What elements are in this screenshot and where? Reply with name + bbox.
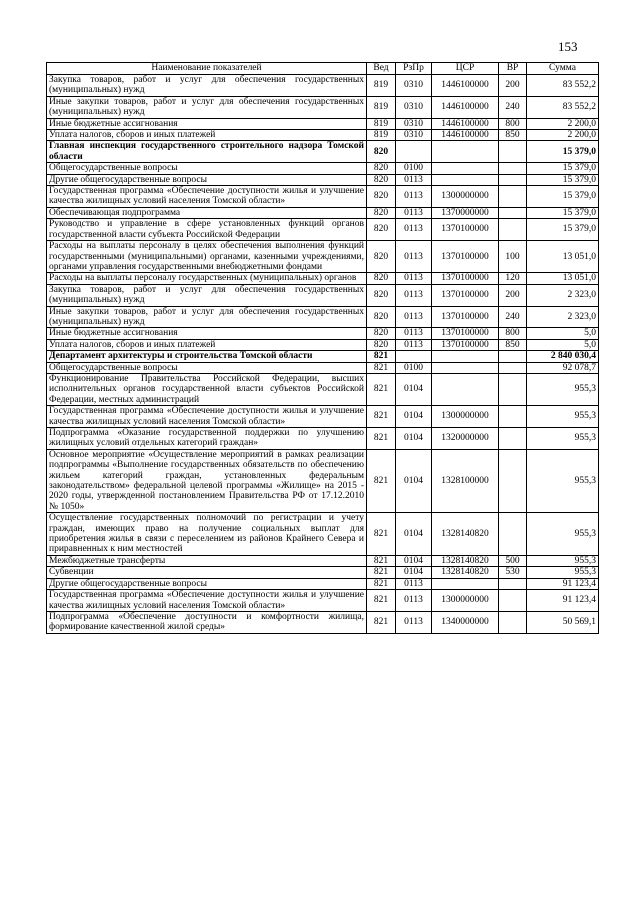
cell-ved: 820	[367, 241, 396, 273]
cell-sum: 15 379,0	[527, 219, 599, 241]
cell-name: Государственная программа «Обеспечение доступности жилья и улучшение качества жилищных условий населения Томской области»	[47, 406, 367, 428]
cell-csr: 1370100000	[432, 219, 499, 241]
cell-name: Общегосударственные вопросы	[47, 163, 367, 174]
cell-ved: 819	[367, 75, 396, 97]
cell-csr: 1328140820	[432, 513, 499, 556]
cell-vr	[499, 611, 527, 633]
cell-name: Расходы на выплаты персоналу в целях обеспечения выполнения функций государственными (муниципальными) органами, казенными учреждениями, органами управления государственными внебюджетными фондами	[47, 241, 367, 273]
header-rzpr: РзПр	[396, 63, 432, 75]
cell-rzpr: 0104	[396, 428, 432, 450]
cell-rzpr: 0310	[396, 118, 432, 129]
cell-name: Расходы на выплаты персоналу государственных (муниципальных) органов	[47, 273, 367, 284]
cell-csr	[432, 351, 499, 362]
cell-name: Уплата налогов, сборов и иных платежей	[47, 130, 367, 141]
table-row	[47, 174, 599, 185]
cell-ved: 821	[367, 362, 396, 373]
table-row	[47, 351, 599, 362]
cell-rzpr: 0113	[396, 578, 432, 589]
cell-ved: 821	[367, 373, 396, 405]
cell-csr: 1340000000	[432, 611, 499, 633]
cell-ved: 821	[367, 351, 396, 362]
cell-vr	[499, 186, 527, 208]
cell-rzpr: 0104	[396, 567, 432, 578]
cell-ved: 821	[367, 611, 396, 633]
cell-sum: 955,3	[527, 406, 599, 428]
cell-sum: 955,3	[527, 373, 599, 405]
cell-sum: 15 379,0	[527, 163, 599, 174]
cell-vr	[499, 174, 527, 185]
cell-sum: 5,0	[527, 339, 599, 350]
cell-csr: 1446100000	[432, 130, 499, 141]
cell-sum: 2 840 030,4	[527, 351, 599, 362]
cell-rzpr: 0100	[396, 362, 432, 373]
cell-rzpr: 0113	[396, 219, 432, 241]
table-header	[47, 63, 599, 75]
cell-vr: 850	[499, 130, 527, 141]
cell-ved: 820	[367, 328, 396, 339]
cell-name: Иные бюджетные ассигнования	[47, 118, 367, 129]
cell-csr: 1370100000	[432, 306, 499, 328]
table-body	[47, 75, 599, 634]
cell-ved: 821	[367, 578, 396, 589]
cell-csr: 1300000000	[432, 406, 499, 428]
cell-name: Обеспечивающая подпрограмма	[47, 207, 367, 218]
table-row	[47, 118, 599, 129]
cell-vr: 850	[499, 339, 527, 350]
cell-sum: 15 379,0	[527, 174, 599, 185]
cell-csr	[432, 163, 499, 174]
table-row	[47, 578, 599, 589]
table-row	[47, 241, 599, 273]
cell-rzpr: 0104	[396, 449, 432, 512]
cell-name: Государственная программа «Обеспечение доступности жилья и улучшение качества жилищных условий населения Томской области»	[47, 186, 367, 208]
table-row	[47, 406, 599, 428]
cell-rzpr	[396, 351, 432, 362]
cell-csr	[432, 373, 499, 405]
cell-name: Подпрограмма «Обеспечение доступности и комфортности жилища, формирование качественной жилой среды»	[47, 611, 367, 633]
cell-ved: 821	[367, 513, 396, 556]
cell-name: Иные закупки товаров, работ и услуг для обеспечения государственных (муниципальных) нужд	[47, 96, 367, 118]
cell-rzpr: 0310	[396, 75, 432, 97]
cell-sum: 13 051,0	[527, 241, 599, 273]
cell-csr: 1328140820	[432, 555, 499, 566]
cell-csr: 1446100000	[432, 75, 499, 97]
budget-table	[46, 62, 599, 634]
cell-rzpr: 0113	[396, 611, 432, 633]
header-sum: Сумма	[527, 63, 599, 75]
cell-vr: 100	[499, 241, 527, 273]
cell-csr: 1300000000	[432, 590, 499, 612]
cell-csr: 1370100000	[432, 328, 499, 339]
cell-sum: 13 051,0	[527, 273, 599, 284]
cell-csr: 1328100000	[432, 449, 499, 512]
cell-sum: 92 078,7	[527, 362, 599, 373]
cell-name: Основное мероприятие «Осуществление мероприятий в рамках реализации подпрограммы «Выполнение государственных обязательств по обеспечению жильем категорий граждан, установленных федеральным законодательством» федеральной целевой программы «Жилище» на 2015 - 2020 годы, утвержденной постановлением Правительства РФ от 17.12.2010 № 1050»	[47, 449, 367, 512]
cell-rzpr: 0104	[396, 373, 432, 405]
cell-csr	[432, 578, 499, 589]
table-row	[47, 339, 599, 350]
cell-ved: 820	[367, 306, 396, 328]
cell-ved: 820	[367, 339, 396, 350]
cell-csr	[432, 141, 499, 163]
table-row	[47, 186, 599, 208]
table-row	[47, 513, 599, 556]
table-row	[47, 555, 599, 566]
cell-rzpr: 0113	[396, 174, 432, 185]
cell-name: Иные бюджетные ассигнования	[47, 328, 367, 339]
cell-ved: 821	[367, 428, 396, 450]
cell-csr: 1370100000	[432, 339, 499, 350]
cell-ved: 820	[367, 219, 396, 241]
cell-sum: 91 123,4	[527, 590, 599, 612]
cell-name: Общегосударственные вопросы	[47, 362, 367, 373]
cell-ved: 821	[367, 406, 396, 428]
cell-ved: 820	[367, 141, 396, 163]
cell-name: Закупка товаров, работ и услуг для обеспечения государственных (муниципальных) нужд	[47, 75, 367, 97]
cell-sum: 15 379,0	[527, 207, 599, 218]
table-row	[47, 328, 599, 339]
cell-vr	[499, 351, 527, 362]
cell-name: Главная инспекция государственного строительного надзора Томской области	[47, 141, 367, 163]
cell-vr: 800	[499, 118, 527, 129]
cell-ved: 820	[367, 174, 396, 185]
cell-csr: 1370100000	[432, 273, 499, 284]
cell-csr	[432, 174, 499, 185]
cell-ved: 821	[367, 555, 396, 566]
cell-ved: 820	[367, 163, 396, 174]
cell-sum: 83 552,2	[527, 96, 599, 118]
cell-ved: 819	[367, 118, 396, 129]
cell-ved: 821	[367, 449, 396, 512]
cell-name: Руководство и управление в сфере установленных функций органов государственной власти субъекта Российской Федерации	[47, 219, 367, 241]
cell-sum: 5,0	[527, 328, 599, 339]
cell-vr: 200	[499, 284, 527, 306]
cell-name: Другие общегосударственные вопросы	[47, 174, 367, 185]
cell-sum: 83 552,2	[527, 75, 599, 97]
cell-vr: 500	[499, 555, 527, 566]
cell-sum: 2 200,0	[527, 130, 599, 141]
table-row	[47, 207, 599, 218]
table-row	[47, 567, 599, 578]
cell-rzpr	[396, 141, 432, 163]
cell-sum: 955,3	[527, 567, 599, 578]
cell-ved: 819	[367, 130, 396, 141]
cell-vr: 120	[499, 273, 527, 284]
table-row	[47, 428, 599, 450]
cell-ved: 819	[367, 96, 396, 118]
cell-sum: 2 323,0	[527, 284, 599, 306]
cell-rzpr: 0113	[396, 241, 432, 273]
cell-name: Уплата налогов, сборов и иных платежей	[47, 339, 367, 350]
cell-vr	[499, 449, 527, 512]
header-vr: ВР	[499, 63, 527, 75]
cell-vr	[499, 141, 527, 163]
cell-csr: 1370000000	[432, 207, 499, 218]
cell-vr: 200	[499, 75, 527, 97]
cell-vr: 240	[499, 96, 527, 118]
cell-sum: 955,3	[527, 428, 599, 450]
cell-csr: 1446100000	[432, 96, 499, 118]
cell-name: Иные закупки товаров, работ и услуг для обеспечения государственных (муниципальных) нужд	[47, 306, 367, 328]
cell-ved: 820	[367, 284, 396, 306]
cell-rzpr: 0100	[396, 163, 432, 174]
cell-csr: 1320000000	[432, 428, 499, 450]
cell-csr: 1370100000	[432, 284, 499, 306]
cell-vr	[499, 428, 527, 450]
cell-name: Подпрограмма «Оказание государственной поддержки по улучшению жилищных условий отдельных категорий граждан»	[47, 428, 367, 450]
header-name: Наименование показателей	[47, 63, 367, 75]
header-csr: ЦСР	[432, 63, 499, 75]
cell-rzpr: 0113	[396, 273, 432, 284]
table-row	[47, 590, 599, 612]
table-row	[47, 163, 599, 174]
cell-vr	[499, 590, 527, 612]
cell-rzpr: 0310	[396, 96, 432, 118]
cell-csr: 1328140820	[432, 567, 499, 578]
cell-vr: 800	[499, 328, 527, 339]
cell-sum: 955,3	[527, 513, 599, 556]
cell-sum: 15 379,0	[527, 141, 599, 163]
cell-csr: 1300000000	[432, 186, 499, 208]
cell-vr	[499, 373, 527, 405]
cell-ved: 820	[367, 207, 396, 218]
table-row	[47, 141, 599, 163]
cell-rzpr: 0113	[396, 284, 432, 306]
cell-sum: 15 379,0	[527, 186, 599, 208]
cell-name: Департамент архитектуры и строительства Томской области	[47, 351, 367, 362]
header-ved: Вед	[367, 63, 396, 75]
cell-rzpr: 0104	[396, 406, 432, 428]
cell-vr	[499, 578, 527, 589]
cell-rzpr: 0104	[396, 513, 432, 556]
cell-vr	[499, 513, 527, 556]
cell-sum: 955,3	[527, 555, 599, 566]
cell-csr	[432, 362, 499, 373]
page-number: 153	[558, 39, 578, 54]
cell-rzpr: 0113	[396, 306, 432, 328]
table-row	[47, 362, 599, 373]
table-row	[47, 284, 599, 306]
table-row	[47, 449, 599, 512]
cell-vr: 240	[499, 306, 527, 328]
cell-vr: 530	[499, 567, 527, 578]
cell-vr	[499, 207, 527, 218]
cell-csr: 1446100000	[432, 118, 499, 129]
cell-sum: 2 323,0	[527, 306, 599, 328]
table-row	[47, 306, 599, 328]
cell-ved: 821	[367, 590, 396, 612]
cell-sum: 2 200,0	[527, 118, 599, 129]
cell-vr	[499, 362, 527, 373]
cell-name: Межбюджетные трансферты	[47, 555, 367, 566]
cell-sum: 91 123,4	[527, 578, 599, 589]
cell-name: Осуществление государственных полномочий по регистрации и учету граждан, имеющих право на получение социальных выплат для приобретения жилья в связи с переселением из районов Крайнего Севера и приравненных к ним местностей	[47, 513, 367, 556]
table-row	[47, 130, 599, 141]
cell-rzpr: 0310	[396, 130, 432, 141]
cell-rzpr: 0113	[396, 186, 432, 208]
cell-rzpr: 0104	[396, 555, 432, 566]
cell-rzpr: 0113	[396, 339, 432, 350]
cell-csr: 1370100000	[432, 241, 499, 273]
table-row	[47, 96, 599, 118]
table-row	[47, 273, 599, 284]
cell-name: Закупка товаров, работ и услуг для обеспечения государственных (муниципальных) нужд	[47, 284, 367, 306]
table-row	[47, 219, 599, 241]
table-row	[47, 611, 599, 633]
cell-sum: 955,3	[527, 449, 599, 512]
cell-name: Субвенции	[47, 567, 367, 578]
cell-vr	[499, 219, 527, 241]
cell-vr	[499, 163, 527, 174]
cell-ved: 820	[367, 273, 396, 284]
cell-name: Государственная программа «Обеспечение доступности жилья и улучшение качества жилищных условий населения Томской области»	[47, 590, 367, 612]
cell-sum: 50 569,1	[527, 611, 599, 633]
cell-rzpr: 0113	[396, 328, 432, 339]
header-row	[47, 63, 599, 75]
table-row	[47, 75, 599, 97]
cell-rzpr: 0113	[396, 590, 432, 612]
cell-name: Функционирование Правительства Российской Федерации, высших исполнительных органов государственной власти субъектов Российской Федерации, местных администраций	[47, 373, 367, 405]
cell-ved: 821	[367, 567, 396, 578]
table-row	[47, 373, 599, 405]
cell-vr	[499, 406, 527, 428]
cell-name: Другие общегосударственные вопросы	[47, 578, 367, 589]
cell-rzpr: 0113	[396, 207, 432, 218]
cell-ved: 820	[367, 186, 396, 208]
